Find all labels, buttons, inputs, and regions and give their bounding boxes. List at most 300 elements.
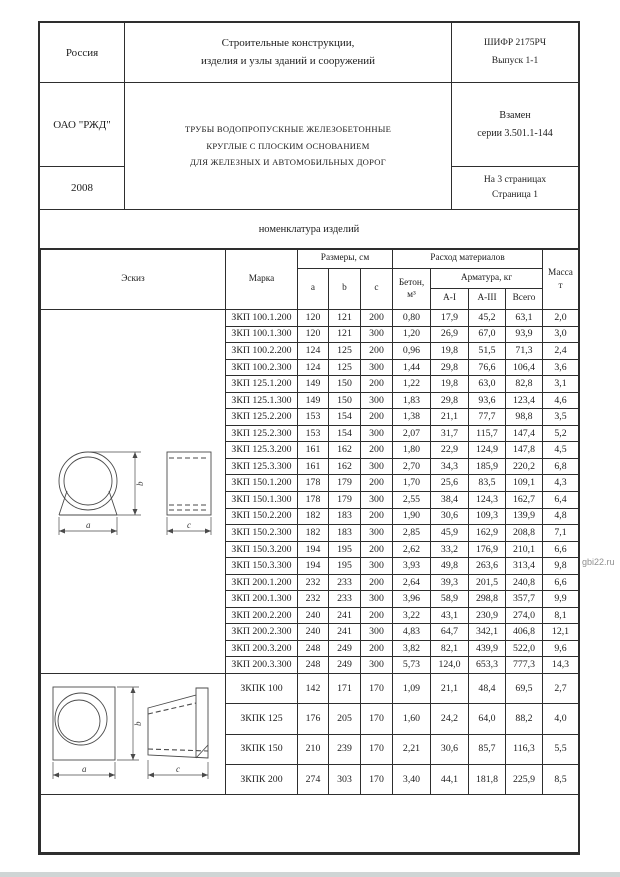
category-cell	[125, 23, 452, 83]
dim-label-a: a	[81, 764, 86, 775]
value-cell: 439,9	[469, 640, 506, 657]
value-cell: 200	[361, 409, 393, 426]
mark-cell: ЗКП 125.3.300	[226, 458, 298, 475]
pages-cell	[452, 167, 578, 209]
value-cell: 115,7	[469, 425, 506, 442]
value-cell: 153	[298, 425, 329, 442]
value-cell: 149	[298, 392, 329, 409]
table-row	[41, 310, 579, 327]
value-cell: 21,1	[431, 409, 469, 426]
value-cell: 22,9	[431, 442, 469, 459]
value-cell: 179	[329, 475, 361, 492]
value-cell: 300	[361, 558, 393, 575]
value-cell: 106,4	[506, 359, 543, 376]
link-inner-circle	[58, 700, 100, 742]
zkpk-sketch-cell	[41, 674, 226, 795]
mark-cell: ЗКПК 125	[226, 704, 298, 734]
value-cell: 200	[361, 343, 393, 360]
zkpk-pipe-sketch	[42, 678, 225, 790]
value-cell: 17,9	[431, 310, 469, 327]
mark-cell: ЗКП 100.2.300	[226, 359, 298, 376]
table-head	[41, 250, 579, 310]
value-cell: 67,0	[469, 326, 506, 343]
value-cell: 25,6	[431, 475, 469, 492]
col-header-dim-a: a	[298, 269, 329, 310]
col-header-dimensions: Размеры, см	[298, 250, 393, 269]
value-cell: 5,2	[543, 425, 579, 442]
section-title-label: номенклатура изделий	[258, 223, 360, 235]
value-cell: 6,4	[543, 492, 579, 509]
value-cell: 120	[298, 310, 329, 327]
value-cell: 4,5	[543, 442, 579, 459]
zkp-sketch-cell	[41, 310, 226, 674]
site-watermark: gbi22.ru	[582, 557, 615, 567]
value-cell: 31,7	[431, 425, 469, 442]
value-cell: 124,3	[469, 492, 506, 509]
value-cell: 170	[361, 704, 393, 734]
value-cell: 1,70	[393, 475, 431, 492]
value-cell: 147,8	[506, 442, 543, 459]
mark-cell: ЗКП 100.1.200	[226, 310, 298, 327]
col-header-rebar-total: Всего	[506, 289, 543, 310]
value-cell: 522,0	[506, 640, 543, 657]
value-cell: 63,0	[469, 376, 506, 393]
value-cell: 170	[361, 734, 393, 764]
value-cell: 38,4	[431, 492, 469, 509]
value-cell: 64,7	[431, 624, 469, 641]
mark-cell: ЗКП 200.2.300	[226, 624, 298, 641]
value-cell: 240	[298, 607, 329, 624]
value-cell: 8,1	[543, 607, 579, 624]
value-cell: 30,6	[431, 508, 469, 525]
value-cell: 2,4	[543, 343, 579, 360]
value-cell: 200	[361, 475, 393, 492]
dim-label-a: a	[85, 519, 90, 530]
value-cell: 162	[329, 458, 361, 475]
value-cell: 82,8	[506, 376, 543, 393]
value-cell: 9,9	[543, 591, 579, 608]
mark-cell: ЗКПК 100	[226, 674, 298, 704]
value-cell: 225,9	[506, 764, 543, 794]
value-cell: 124	[298, 359, 329, 376]
value-cell: 147,4	[506, 425, 543, 442]
value-cell: 12,1	[543, 624, 579, 641]
value-cell: 185,9	[469, 458, 506, 475]
value-cell: 406,8	[506, 624, 543, 641]
pipe-outer-circle	[59, 452, 117, 510]
cipher-code: ШИФР 2175РЧ	[483, 38, 547, 49]
value-cell: 2,64	[393, 574, 431, 591]
value-cell: 63,1	[506, 310, 543, 327]
replaces-line: серии 3.501.1-144	[477, 127, 553, 139]
mark-cell: ЗКП 100.1.300	[226, 326, 298, 343]
mark-cell: ЗКП 200.2.200	[226, 607, 298, 624]
value-cell: 300	[361, 458, 393, 475]
value-cell: 93,9	[506, 326, 543, 343]
document-title-line: КРУГЛЫЕ С ПЛОСКИМ ОСНОВАНИЕМ	[206, 140, 370, 151]
mark-cell: ЗКП 125.1.200	[226, 376, 298, 393]
value-cell: 154	[329, 409, 361, 426]
zkp-pipe-sketch	[42, 432, 225, 552]
value-cell: 3,40	[393, 764, 431, 794]
value-cell: 300	[361, 591, 393, 608]
mark-cell: ЗКП 125.2.200	[226, 409, 298, 426]
value-cell: 300	[361, 525, 393, 542]
col-header-materials: Расход материалов	[393, 250, 543, 269]
value-cell: 121	[329, 326, 361, 343]
category-line: изделия и узлы зданий и сооружений	[200, 54, 376, 67]
value-cell: 178	[298, 492, 329, 509]
value-cell: 3,22	[393, 607, 431, 624]
value-cell: 9,8	[543, 558, 579, 575]
mark-cell: ЗКП 200.3.200	[226, 640, 298, 657]
value-cell: 149	[298, 376, 329, 393]
value-cell: 45,9	[431, 525, 469, 542]
cipher-issue: Выпуск 1-1	[491, 55, 539, 66]
value-cell: 2,85	[393, 525, 431, 542]
mark-cell: ЗКП 125.3.200	[226, 442, 298, 459]
mark-cell: ЗКПК 150	[226, 734, 298, 764]
mass-label: Масса	[548, 268, 573, 279]
value-cell: 162,9	[469, 525, 506, 542]
value-cell: 4,8	[543, 508, 579, 525]
replaces-line: Взамен	[499, 109, 531, 121]
value-cell: 200	[361, 574, 393, 591]
value-cell: 6,8	[543, 458, 579, 475]
value-cell: 6,6	[543, 574, 579, 591]
value-cell: 64,0	[469, 704, 506, 734]
value-cell: 4,0	[543, 704, 579, 734]
value-cell: 93,6	[469, 392, 506, 409]
col-header-mark: Марка	[226, 250, 298, 310]
value-cell: 71,3	[506, 343, 543, 360]
value-cell: 1,60	[393, 704, 431, 734]
mark-cell: ЗКП 150.2.300	[226, 525, 298, 542]
value-cell: 0,80	[393, 310, 431, 327]
value-cell: 170	[361, 674, 393, 704]
value-cell: 161	[298, 458, 329, 475]
value-cell: 1,80	[393, 442, 431, 459]
col-header-dim-c: c	[361, 269, 393, 310]
mark-cell: ЗКП 150.3.200	[226, 541, 298, 558]
value-cell: 2,7	[543, 674, 579, 704]
value-cell: 162	[329, 442, 361, 459]
link-side-cone	[148, 688, 208, 758]
section-title	[40, 210, 578, 249]
value-cell: 249	[329, 640, 361, 657]
value-cell: 230,9	[469, 607, 506, 624]
value-cell: 249	[329, 657, 361, 674]
value-cell: 179	[329, 492, 361, 509]
value-cell: 19,8	[431, 343, 469, 360]
country-label: Россия	[65, 46, 99, 59]
value-cell: 313,4	[506, 558, 543, 575]
value-cell: 232	[298, 591, 329, 608]
value-cell: 9,6	[543, 640, 579, 657]
value-cell: 176	[298, 704, 329, 734]
value-cell: 5,5	[543, 734, 579, 764]
value-cell: 45,2	[469, 310, 506, 327]
replaces-cell	[452, 83, 578, 167]
value-cell: 232	[298, 574, 329, 591]
mark-cell: ЗКП 150.1.300	[226, 492, 298, 509]
zkp-section	[41, 310, 579, 674]
mark-cell: ЗКП 125.2.300	[226, 425, 298, 442]
value-cell: 653,3	[469, 657, 506, 674]
value-cell: 29,8	[431, 359, 469, 376]
value-cell: 124	[298, 343, 329, 360]
page-number: Страница 1	[491, 190, 539, 200]
value-cell: 183	[329, 508, 361, 525]
mark-cell: ЗКП 150.2.200	[226, 508, 298, 525]
value-cell: 6,6	[543, 541, 579, 558]
col-header-sketch: Эскиз	[41, 250, 226, 310]
value-cell: 39,3	[431, 574, 469, 591]
value-cell: 240	[298, 624, 329, 641]
value-cell: 116,3	[506, 734, 543, 764]
value-cell: 248	[298, 640, 329, 657]
value-cell: 4,6	[543, 392, 579, 409]
value-cell: 1,83	[393, 392, 431, 409]
value-cell: 205	[329, 704, 361, 734]
value-cell: 29,8	[431, 392, 469, 409]
value-cell: 3,1	[543, 376, 579, 393]
value-cell: 2,70	[393, 458, 431, 475]
value-cell: 4,3	[543, 475, 579, 492]
dim-label-c: c	[175, 764, 180, 775]
value-cell: 1,20	[393, 326, 431, 343]
product-spec-table	[40, 249, 579, 853]
value-cell: 109,3	[469, 508, 506, 525]
mark-cell: ЗКП 100.2.200	[226, 343, 298, 360]
value-cell: 240,8	[506, 574, 543, 591]
value-cell: 43,1	[431, 607, 469, 624]
pages-count: На 3 страницах	[483, 175, 547, 186]
value-cell: 124,9	[469, 442, 506, 459]
value-cell: 181,8	[469, 764, 506, 794]
value-cell: 34,3	[431, 458, 469, 475]
mark-cell: ЗКП 200.1.200	[226, 574, 298, 591]
value-cell: 233	[329, 574, 361, 591]
header-row	[41, 250, 579, 269]
value-cell: 30,6	[431, 734, 469, 764]
value-cell: 233	[329, 591, 361, 608]
mark-cell: ЗКП 150.3.300	[226, 558, 298, 575]
col-header-dim-b: b	[329, 269, 361, 310]
value-cell: 98,8	[506, 409, 543, 426]
value-cell: 7,1	[543, 525, 579, 542]
value-cell: 51,5	[469, 343, 506, 360]
mark-cell: ЗКПК 200	[226, 764, 298, 794]
value-cell: 200	[361, 310, 393, 327]
value-cell: 4,83	[393, 624, 431, 641]
year-label: 2008	[71, 182, 93, 194]
value-cell: 220,2	[506, 458, 543, 475]
value-cell: 150	[329, 376, 361, 393]
value-cell: 1,90	[393, 508, 431, 525]
value-cell: 1,44	[393, 359, 431, 376]
cipher-cell	[452, 23, 578, 83]
value-cell: 303	[329, 764, 361, 794]
col-header-rebar: Арматура, кг	[431, 269, 543, 289]
value-cell: 194	[298, 541, 329, 558]
value-cell: 21,1	[431, 674, 469, 704]
value-cell: 142	[298, 674, 329, 704]
value-cell: 208,8	[506, 525, 543, 542]
value-cell: 2,21	[393, 734, 431, 764]
year-cell	[40, 167, 125, 209]
value-cell: 19,8	[431, 376, 469, 393]
document-page	[38, 21, 580, 855]
value-cell: 77,7	[469, 409, 506, 426]
mark-cell: ЗКП 150.1.200	[226, 475, 298, 492]
value-cell: 24,2	[431, 704, 469, 734]
value-cell: 82,1	[431, 640, 469, 657]
value-cell: 3,5	[543, 409, 579, 426]
value-cell: 153	[298, 409, 329, 426]
value-cell: 300	[361, 392, 393, 409]
value-cell: 48,4	[469, 674, 506, 704]
document-title-line: ДЛЯ ЖЕЛЕЗНЫХ И АВТОМОБИЛЬНЫХ ДОРОГ	[190, 157, 386, 168]
dim-label-b: b	[132, 721, 143, 727]
value-cell: 150	[329, 392, 361, 409]
value-cell: 200	[361, 508, 393, 525]
empty-footer-cell	[41, 795, 579, 853]
value-cell: 3,93	[393, 558, 431, 575]
value-cell: 274	[298, 764, 329, 794]
value-cell: 69,5	[506, 674, 543, 704]
value-cell: 49,8	[431, 558, 469, 575]
value-cell: 178	[298, 475, 329, 492]
country-cell	[40, 23, 125, 83]
value-cell: 1,22	[393, 376, 431, 393]
value-cell: 83,5	[469, 475, 506, 492]
value-cell: 125	[329, 359, 361, 376]
value-cell: 342,1	[469, 624, 506, 641]
value-cell: 120	[298, 326, 329, 343]
value-cell: 200	[361, 376, 393, 393]
concrete-unit: м³	[407, 290, 416, 300]
organization-label: ОАО "РЖД"	[53, 118, 111, 131]
mark-cell: ЗКП 200.3.300	[226, 657, 298, 674]
value-cell: 194	[298, 558, 329, 575]
value-cell: 2,07	[393, 425, 431, 442]
value-cell: 123,4	[506, 392, 543, 409]
table-row	[41, 674, 579, 704]
concrete-label: Бетон,	[398, 277, 425, 288]
pipe-inner-circle	[64, 457, 112, 505]
value-cell: 263,6	[469, 558, 506, 575]
mark-cell: ЗКП 125.1.300	[226, 392, 298, 409]
value-cell: 3,0	[543, 326, 579, 343]
value-cell: 300	[361, 657, 393, 674]
mass-unit: т	[558, 280, 563, 291]
value-cell: 298,8	[469, 591, 506, 608]
value-cell: 124,0	[431, 657, 469, 674]
value-cell: 200	[361, 442, 393, 459]
link-outer-circle	[55, 693, 107, 745]
document-header	[40, 23, 578, 210]
value-cell: 76,6	[469, 359, 506, 376]
value-cell: 2,0	[543, 310, 579, 327]
value-cell: 171	[329, 674, 361, 704]
value-cell: 14,3	[543, 657, 579, 674]
value-cell: 200	[361, 541, 393, 558]
value-cell: 1,09	[393, 674, 431, 704]
dim-label-b: b	[134, 481, 145, 486]
value-cell: 195	[329, 558, 361, 575]
value-cell: 777,3	[506, 657, 543, 674]
value-cell: 300	[361, 492, 393, 509]
value-cell: 33,2	[431, 541, 469, 558]
document-title-line: ТРУБЫ ВОДОПРОПУСКНЫЕ ЖЕЛЕЗОБЕТОННЫЕ	[184, 123, 392, 134]
value-cell: 241	[329, 624, 361, 641]
value-cell: 121	[329, 310, 361, 327]
col-header-mass	[543, 250, 579, 310]
value-cell: 58,9	[431, 591, 469, 608]
value-cell: 357,7	[506, 591, 543, 608]
zkpk-section	[41, 674, 579, 795]
col-header-rebar-aiii: A-III	[469, 289, 506, 310]
empty-footer-row	[41, 795, 579, 853]
value-cell: 3,6	[543, 359, 579, 376]
value-cell: 274,0	[506, 607, 543, 624]
link-front-square	[53, 687, 115, 760]
document-title-cell	[125, 83, 452, 209]
value-cell: 170	[361, 764, 393, 794]
value-cell: 8,5	[543, 764, 579, 794]
value-cell: 182	[298, 508, 329, 525]
value-cell: 248	[298, 657, 329, 674]
value-cell: 183	[329, 525, 361, 542]
value-cell: 241	[329, 607, 361, 624]
value-cell: 109,1	[506, 475, 543, 492]
table-foot	[41, 795, 579, 853]
col-header-rebar-ai: A-I	[431, 289, 469, 310]
value-cell: 300	[361, 624, 393, 641]
value-cell: 176,9	[469, 541, 506, 558]
value-cell: 1,38	[393, 409, 431, 426]
value-cell: 182	[298, 525, 329, 542]
value-cell: 195	[329, 541, 361, 558]
value-cell: 300	[361, 326, 393, 343]
value-cell: 88,2	[506, 704, 543, 734]
value-cell: 44,1	[431, 764, 469, 794]
value-cell: 3,82	[393, 640, 431, 657]
value-cell: 139,9	[506, 508, 543, 525]
value-cell: 300	[361, 359, 393, 376]
value-cell: 2,62	[393, 541, 431, 558]
value-cell: 85,7	[469, 734, 506, 764]
value-cell: 239	[329, 734, 361, 764]
value-cell: 2,55	[393, 492, 431, 509]
organization-cell	[40, 83, 125, 167]
value-cell: 154	[329, 425, 361, 442]
value-cell: 3,96	[393, 591, 431, 608]
value-cell: 300	[361, 425, 393, 442]
value-cell: 125	[329, 343, 361, 360]
value-cell: 200	[361, 607, 393, 624]
dim-label-c: c	[186, 519, 191, 530]
mark-cell: ЗКП 200.1.300	[226, 591, 298, 608]
value-cell: 26,9	[431, 326, 469, 343]
value-cell: 200	[361, 640, 393, 657]
value-cell: 201,5	[469, 574, 506, 591]
value-cell: 210,1	[506, 541, 543, 558]
col-header-concrete	[393, 269, 431, 310]
value-cell: 161	[298, 442, 329, 459]
value-cell: 5,73	[393, 657, 431, 674]
